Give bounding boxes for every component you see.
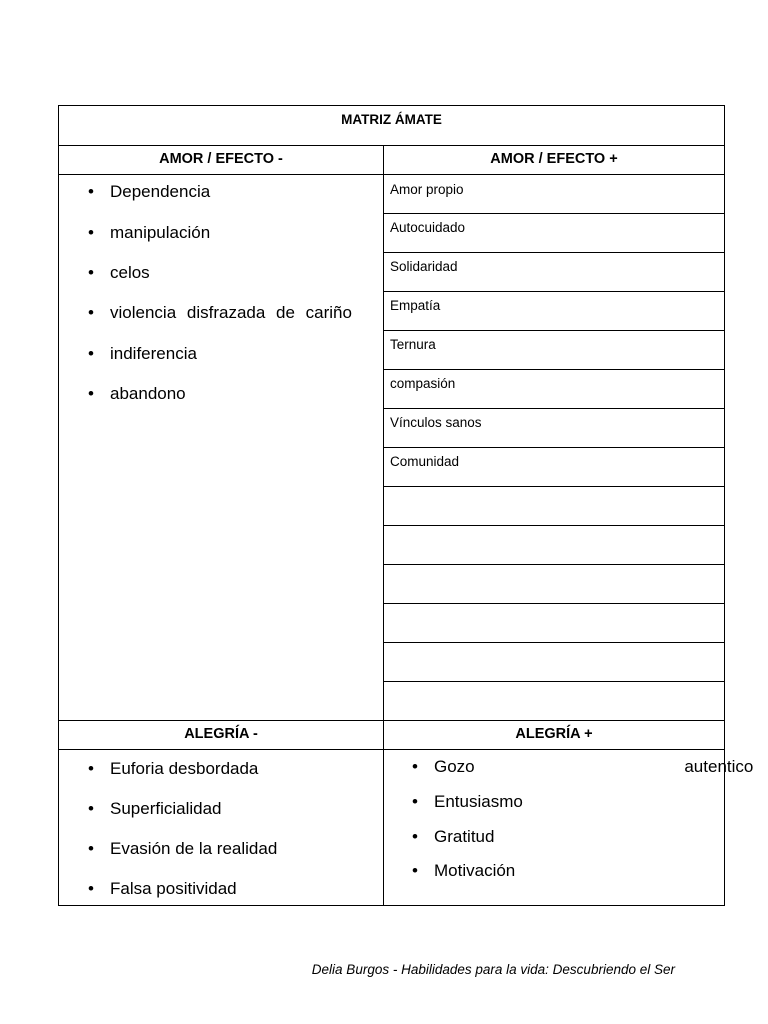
cell-divider [383,291,725,292]
amor-negative-header: AMOR / EFECTO - [159,151,283,167]
cell-divider [383,603,725,604]
row-divider [58,720,725,721]
footer-credit: Delia Burgos - Habilidades para la vida: Descubriendo el Ser [311,962,675,977]
cell-divider [383,642,725,643]
row-divider [58,749,725,750]
cell-divider [383,252,725,253]
alegria-positive-header: ALEGRÍA + [515,726,593,742]
table-border-bottom [58,905,725,906]
cell-divider [383,408,725,409]
cell-divider [383,369,725,370]
cell-divider [383,486,725,487]
amor-positive-item: Empatía [390,298,441,313]
amor-negative-list: • Dependencia • manipulación • celos • violencia disfrazada de cariño • indiferencia • abandono [88,182,352,403]
amor-positive-item: Amor propio [390,182,464,197]
amor-positive-item: Vínculos sanos [390,415,482,430]
alegria-negative-list: • Euforia desbordada • Superficialidad • Evasión de la realidad • Falsa positividad [88,759,278,898]
amor-positive-item: Comunidad [390,454,460,469]
table-border-right [724,105,725,906]
table-border-left [58,105,59,906]
table-border-top [58,105,725,106]
amor-positive-item: Ternura [390,337,436,352]
cell-divider [383,213,725,214]
amor-positive-item: Autocuidado [390,220,466,235]
alegria-positive-list: • Gozo autentico • Entusiasmo • Gratitud • Motivación [412,757,754,880]
cell-divider [383,330,725,331]
table-title: MATRIZ ÁMATE [341,112,442,127]
row-divider [58,145,725,146]
cell-divider [383,447,725,448]
cell-divider [383,564,725,565]
alegria-negative-header: ALEGRÍA - [184,726,258,742]
cell-divider [383,525,725,526]
cell-divider [383,681,725,682]
amor-positive-header: AMOR / EFECTO + [490,151,618,167]
amor-positive-item: Solidaridad [390,259,458,274]
amor-positive-item: compasión [390,376,456,391]
row-divider [58,174,725,175]
